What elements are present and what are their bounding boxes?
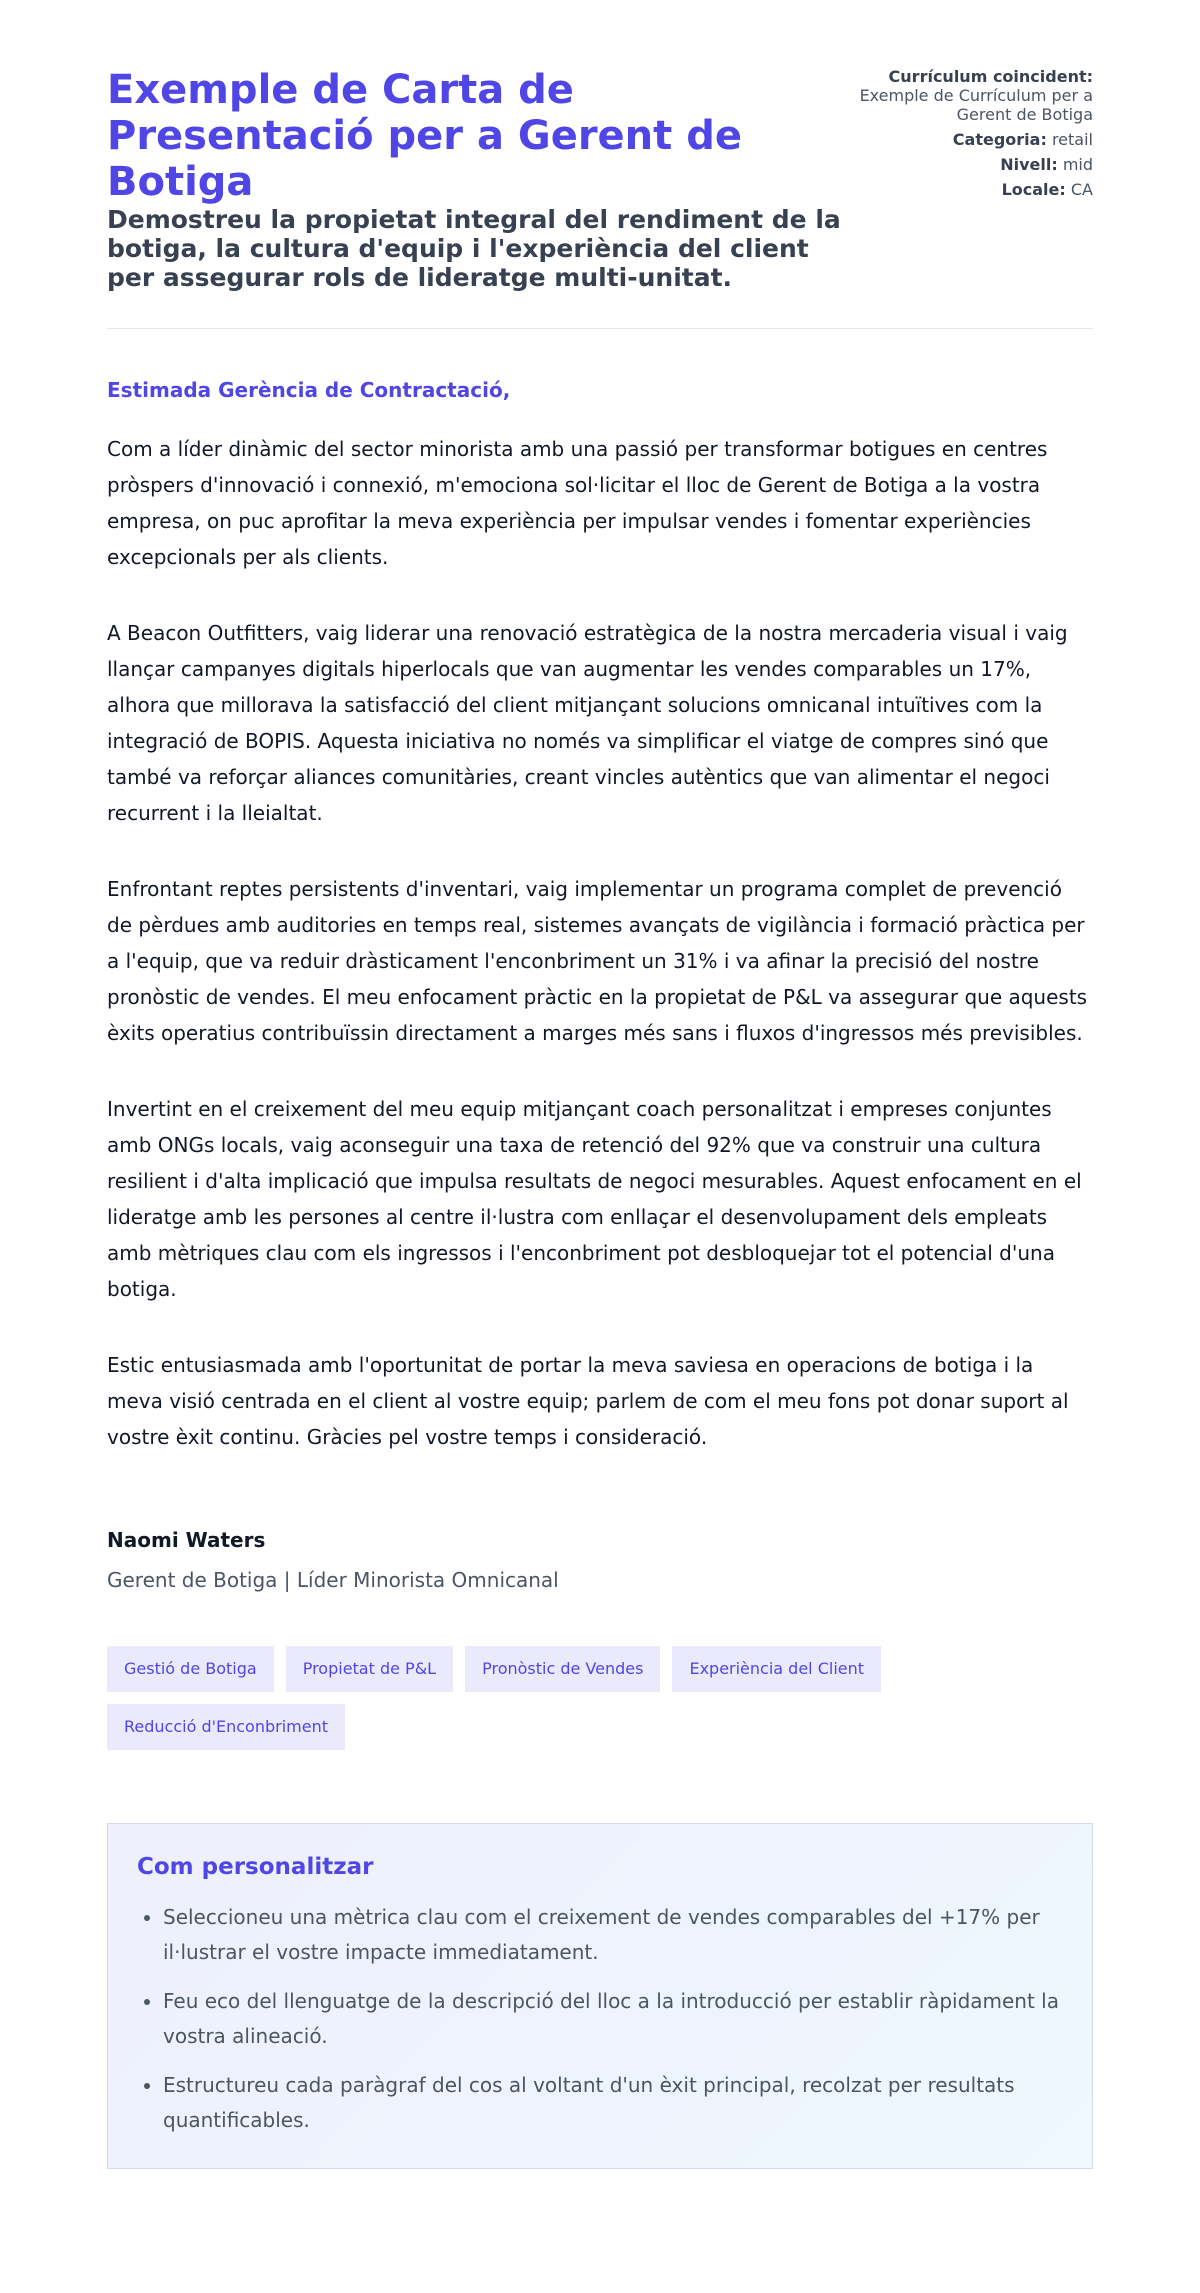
page-title: Exemple de Carta de Presentació per a Gerent de Botiga [107, 67, 742, 205]
meta-resume-label: Currículum coincident: [888, 67, 1093, 86]
meta-panel [853, 67, 1093, 205]
meta-level [853, 155, 1093, 174]
letter-paragraph: Enfrontant reptes persistents d'inventari, vaig implementar un programa complet de prevenció de pèrdues amb auditories en temps real, sistemes avançats de vigilància i formació pràctica per a l'equip, que va reduir dràsticament l'enconbriment un 31% i va afinar la precisió del nostre pronòstic de vendes. El meu enfocament pràctic en la propietat de P&L va assegurar que aquests èxits operatius contribuïssin directament a marges més sans i fluxos d'ingressos més previsibles. [107, 877, 1088, 1045]
skill-tag: Experiència del Client [672, 1646, 881, 1692]
skill-tag: Reducció d'Enconbriment [107, 1704, 345, 1750]
letter-paragraph: Estic entusiasmada amb l'oportunitat de portar la meva saviesa en operacions de botiga i la meva visió centrada en el client al vostre equip; parlem de com el meu fons pot donar suport al vostre èxit continu. Gràcies pel vostre temps i consideració. [107, 1353, 1069, 1449]
header-divider [107, 328, 1093, 329]
tip-item: • Seleccioneu una mètrica clau com el creixement de vendes comparables del +17% per il·lustrar el vostre impacte immediatament. [163, 1900, 1062, 1970]
meta-resume-value: Exemple de Currículum per a Gerent de Botiga [859, 86, 1093, 124]
tips-title: Com personalitzar [137, 1854, 374, 1880]
meta-level-label: Nivell: [1000, 155, 1058, 174]
meta-locale-value: CA [1070, 180, 1093, 199]
meta-category-value: retail [1051, 130, 1093, 149]
meta-locale [853, 180, 1093, 199]
letter-paragraph: A Beacon Outfitters, vaig liderar una renovació estratègica de la nostra mercaderia visual i vaig llançar campanyes digitals hiperlocals que van augmentar les vendes comparables un 17%, alhora que millorava la satisfacció del client mitjançant solucions omnicanal intuïtives com la integració de BOPIS. Aquesta iniciativa no només va simplificar el viatge de compres sinó que també va reforçar aliances comunitàries, creant vincles autèntics que van alimentar el negoci recurrent i la lleialtat. [107, 621, 1068, 825]
letter-greeting: Estimada Gerència de Contractació, [107, 378, 511, 402]
letter-paragraph: Com a líder dinàmic del sector minorista amb una passió per transformar botigues en centres pròspers d'innovació i connexió, m'emociona sol·licitar el lloc de Gerent de Botiga a la vostra empresa, on puc aprofitar la meva experiència per impulsar vendes i fomentar experiències excepcionals per als clients. [107, 437, 1048, 569]
tips-list [137, 1900, 1062, 2138]
meta-level-value: mid [1062, 155, 1093, 174]
tip-item: • Estructureu cada paràgraf del cos al voltant d'un èxit principal, recolzat per resultats quantificables. [163, 2068, 1062, 2138]
skill-tag: Gestió de Botiga [107, 1646, 274, 1692]
customization-tips-box [107, 1823, 1093, 2169]
page-header [107, 67, 1093, 292]
header-titles [107, 67, 842, 292]
skill-tags [107, 1646, 1093, 1750]
page-subtitle: Demostreu la propietat integral del rendiment de la botiga, la cultura d'equip i l'experiència del client per assegurar rols de lideratge multi-unitat. [107, 205, 841, 292]
tip-item: • Feu eco del llenguatge de la descripció del lloc a la introducció per establir ràpidament la vostra alineació. [163, 1984, 1062, 2054]
meta-category-label: Categoria: [952, 130, 1047, 149]
meta-locale-label: Locale: [1001, 180, 1066, 199]
skill-tag: Pronòstic de Vendes [465, 1646, 660, 1692]
meta-category [853, 130, 1093, 149]
signature-role: Gerent de Botiga | Líder Minorista Omnicanal [107, 1568, 559, 1592]
signature-name: Naomi Waters [107, 1528, 266, 1552]
letter-paragraph: Invertint en el creixement del meu equip mitjançant coach personalitzat i empreses conjuntes amb ONGs locals, vaig aconseguir una taxa de retenció del 92% que va construir una cultura resilient i d'alta implicació que impulsa resultats de negoci mesurables. Aquest enfocament en el lideratge amb les persones al centre il·lustra com enllaçar el desenvolupament dels empleats amb mètriques clau com els ingressos i l'enconbriment pot desbloquejar tot el potencial d'una botiga. [107, 1097, 1082, 1301]
meta-resume [853, 67, 1093, 124]
skill-tag: Propietat de P&L [286, 1646, 453, 1692]
